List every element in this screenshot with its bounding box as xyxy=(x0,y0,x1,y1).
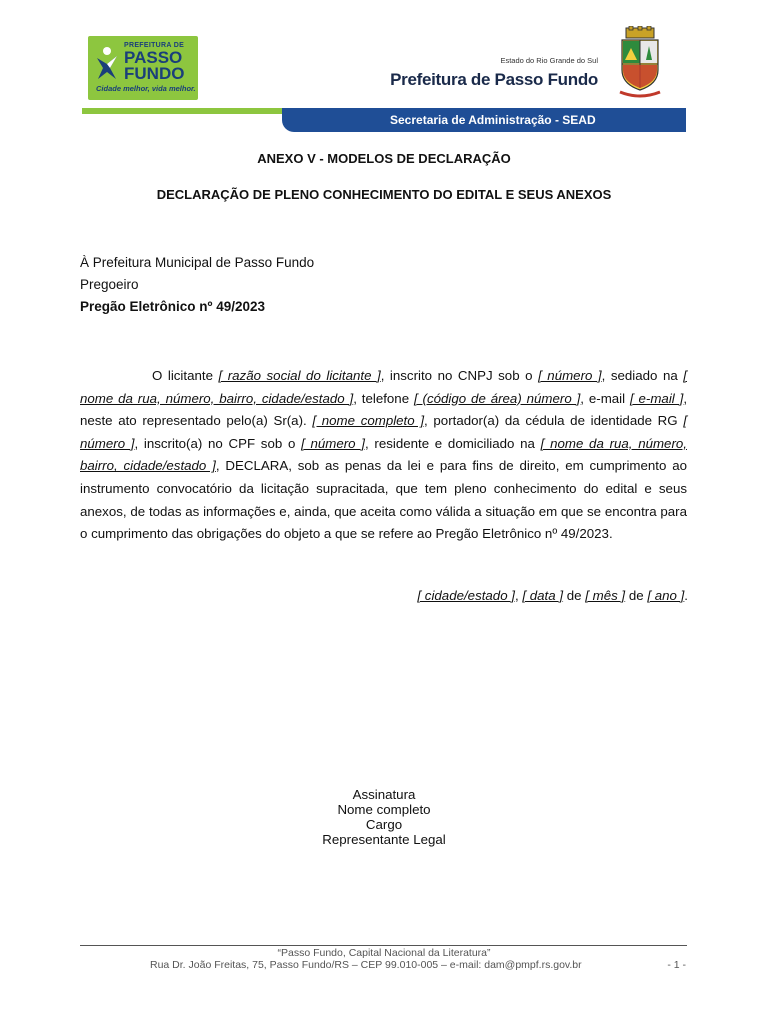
placeholder-phone: [ (código de área) número ] xyxy=(413,390,581,406)
body-text: , residente e domiciliado na xyxy=(364,435,541,451)
signature-line: Assinatura xyxy=(352,787,416,802)
body-text: , inscrito(a) no CPF sob o xyxy=(134,435,302,451)
logo-city-line2: FUNDO xyxy=(124,64,185,83)
placeholder-month: [ mês ] xyxy=(585,588,626,603)
addressee-line3: Pregão Eletrônico nº 49/2023 xyxy=(80,299,266,314)
body-text: , neste ato representado pelo(a) Sr(a). xyxy=(80,390,688,429)
document-title: ANEXO V - MODELOS DE DECLARAÇÃO xyxy=(257,151,511,166)
footer-divider xyxy=(80,945,687,946)
signature-role: Cargo xyxy=(365,817,403,832)
placeholder-company-name: [ razão social do licitante ] xyxy=(218,368,381,383)
signature-title: Representante Legal xyxy=(322,832,446,847)
placeholder-cpf-number: [ número ] xyxy=(301,435,365,451)
placeholder-residence-address: [ nome da rua, número, bairro, cidade/estado ] xyxy=(80,435,687,474)
addressee-line1: À Prefeitura Municipal de Passo Fundo xyxy=(80,255,315,270)
state-name: Estado do Rio Grande do Sul xyxy=(500,56,598,65)
placeholder-city-state: [ cidade/estado ] xyxy=(417,588,515,603)
date-separator: , xyxy=(514,588,523,603)
placeholder-company-address: [ nome da rua, número, bairro, cidade/estado ] xyxy=(80,368,687,406)
body-text: , telefone xyxy=(353,390,414,406)
page-number: - 1 - xyxy=(667,959,686,971)
placeholder-email: [ e-mail ] xyxy=(629,390,684,406)
date-separator: de xyxy=(563,588,586,603)
logo-figure-icon xyxy=(94,46,120,80)
municipal-coat-of-arms-icon xyxy=(616,26,664,102)
placeholder-year: [ ano ] xyxy=(647,588,685,603)
passo-fundo-logo xyxy=(88,36,198,100)
logo-slogan: Cidade melhor, vida melhor. xyxy=(96,84,196,93)
body-text: , inscrito no CNPJ sob o xyxy=(380,368,539,383)
date-end: . xyxy=(684,588,688,603)
placeholder-cnpj-number: [ número ] xyxy=(538,368,602,383)
date-separator: de xyxy=(625,588,648,603)
footer-motto: “Passo Fundo, Capital Nacional da Literatura” xyxy=(277,947,491,959)
logo-city-line1: PASSO xyxy=(124,48,183,67)
placeholder-date: [ data ] xyxy=(522,588,564,603)
placeholder-rg-number: [ número ] xyxy=(80,413,688,451)
placeholder-full-name: [ nome completo ] xyxy=(312,413,425,429)
document-subtitle: DECLARAÇÃO DE PLENO CONHECIMENTO DO EDITAL E SEUS ANEXOS xyxy=(156,187,612,202)
addressee-line2: Pregoeiro xyxy=(80,277,139,292)
declaration-paragraph xyxy=(80,365,687,546)
body-text: , portador(a) da cédula de identidade RG xyxy=(424,413,684,429)
date-line xyxy=(417,588,688,603)
prefeitura-title: Prefeitura de Passo Fundo xyxy=(390,70,598,89)
secretaria-label: Secretaria de Administração - SEAD xyxy=(390,113,596,127)
footer-address: Rua Dr. João Freitas, 75, Passo Fundo/RS – CEP 99.010-005 – e-mail: dam@pmpf.rs.gov.br xyxy=(150,959,582,971)
signature-name: Nome completo xyxy=(337,802,431,817)
body-text: , DECLARA, sob as penas da lei e para fins de direito, em cumprimento ao instrumento convocatório da licitação supracitada, que tem pleno conhecimento do edital e seus anexos, de todas as informações e, ainda, que aceita como válida a situação em que se encontra para o cumprimento das obrigações do objeto a que se refere ao Pregão Eletrônico nº 49/2023. xyxy=(80,458,687,542)
body-text: , e-mail xyxy=(580,390,630,406)
logo-prefeitura-de: PREFEITURA DE xyxy=(124,42,185,49)
body-text: O licitante xyxy=(152,368,219,383)
body-text: , sediado na xyxy=(601,368,684,383)
